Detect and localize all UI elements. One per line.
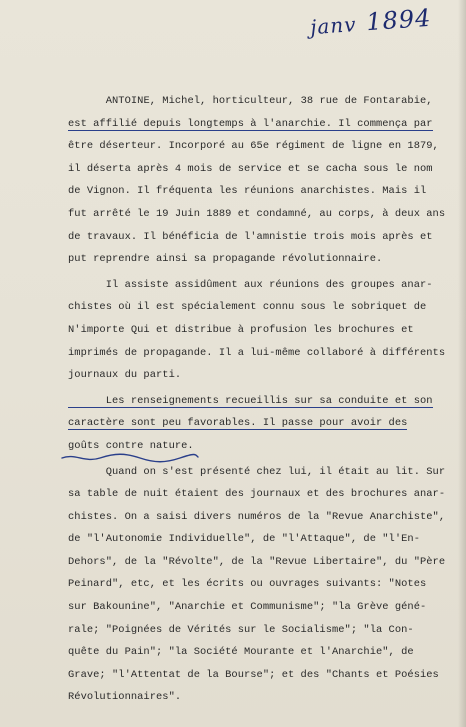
- handwritten-date-annotation: [309, 4, 432, 40]
- text-line: Dehors", de la "Révolte", de la "Revue Libertaire", du "Père: [68, 555, 446, 568]
- text-line: Révolutionnaires".: [68, 691, 182, 704]
- text-line: N'importe Qui et distribue à profusion les brochures et: [68, 323, 414, 336]
- text-line: Grave; "l'Attentat de la Bourse"; et des "Chants et Poésies: [68, 668, 439, 681]
- text-line: quête du Pain"; "la Société Mourante et l'Anarchie", de: [68, 646, 414, 659]
- text-line: [68, 390, 464, 413]
- text-line: de travaux. Il bénéficia de l'amnistie trois mois après et: [68, 230, 433, 243]
- text-line: fut arrêté le 19 Juin 1889 et condamné, au corps, à deux ans: [68, 207, 446, 220]
- text-line: être déserteur. Incorporé au 65e régiment de ligne en 1879,: [68, 140, 439, 153]
- text-line: sur Bakounine", "Anarchie et Communisme"; "la Grève géné-: [68, 601, 427, 614]
- line-segment: ANTOIN: [68, 95, 144, 107]
- text-line: chistes où il est spécialement connu sous le sobriquet de: [68, 301, 427, 314]
- text-line: rale; "Poignées de Vérités sur le Socialisme"; "la Con-: [68, 623, 414, 636]
- line-segment: E: [143, 95, 150, 107]
- text-line: goûts contre nature.: [68, 439, 194, 452]
- underlined-line: caractère sont peu favorables. Il passe pour avoir des: [68, 417, 408, 430]
- underlined-line: est affilié depuis longtemps à l'anarchie. Il commença par: [68, 117, 433, 130]
- text-line: de "l'Autonomie Individuelle", de "l'Attaque", de "l'En-: [68, 533, 420, 546]
- annotation-month: janv: [309, 12, 358, 40]
- text-line: imprimés de propagande. Il a lui-même collaboré à différents: [68, 346, 446, 359]
- text-line: Il assiste assidûment aux réunions des groupes anar-: [68, 278, 433, 291]
- text-line: chistes. On a saisi divers numéros de la "Revue Anarchiste",: [68, 510, 446, 523]
- typed-report-body: [68, 90, 464, 709]
- text-line: Quand on s'est présenté chez lui, il était au lit. Sur: [68, 465, 446, 478]
- pencil-wavy-underline: [60, 452, 200, 464]
- text-line: journaux du parti.: [68, 369, 182, 382]
- text-line: Peinard", etc, et les écrits ou ouvrages suivants: "Notes: [68, 578, 427, 591]
- text-line: il déserta après 4 mois de service et se cacha sous le nom: [68, 162, 433, 175]
- text-line: put reprendre ainsi sa propagande révolutionnaire.: [68, 253, 383, 266]
- annotation-year: 1894: [365, 3, 433, 37]
- line-segment: , Michel, horticulteur, 38 rue de Fontarabie,: [149, 95, 433, 107]
- text-line: [68, 412, 464, 435]
- text-line: de Vignon. Il fréquenta les réunions anarchistes. Mais il: [68, 185, 427, 198]
- text-line: sa table de nuit étaient des journaux et des brochures anar-: [68, 488, 446, 501]
- text-line: [68, 113, 464, 136]
- underlined-line: Les renseignements recueillis sur sa conduite et son: [68, 394, 433, 407]
- text-line: [68, 90, 464, 113]
